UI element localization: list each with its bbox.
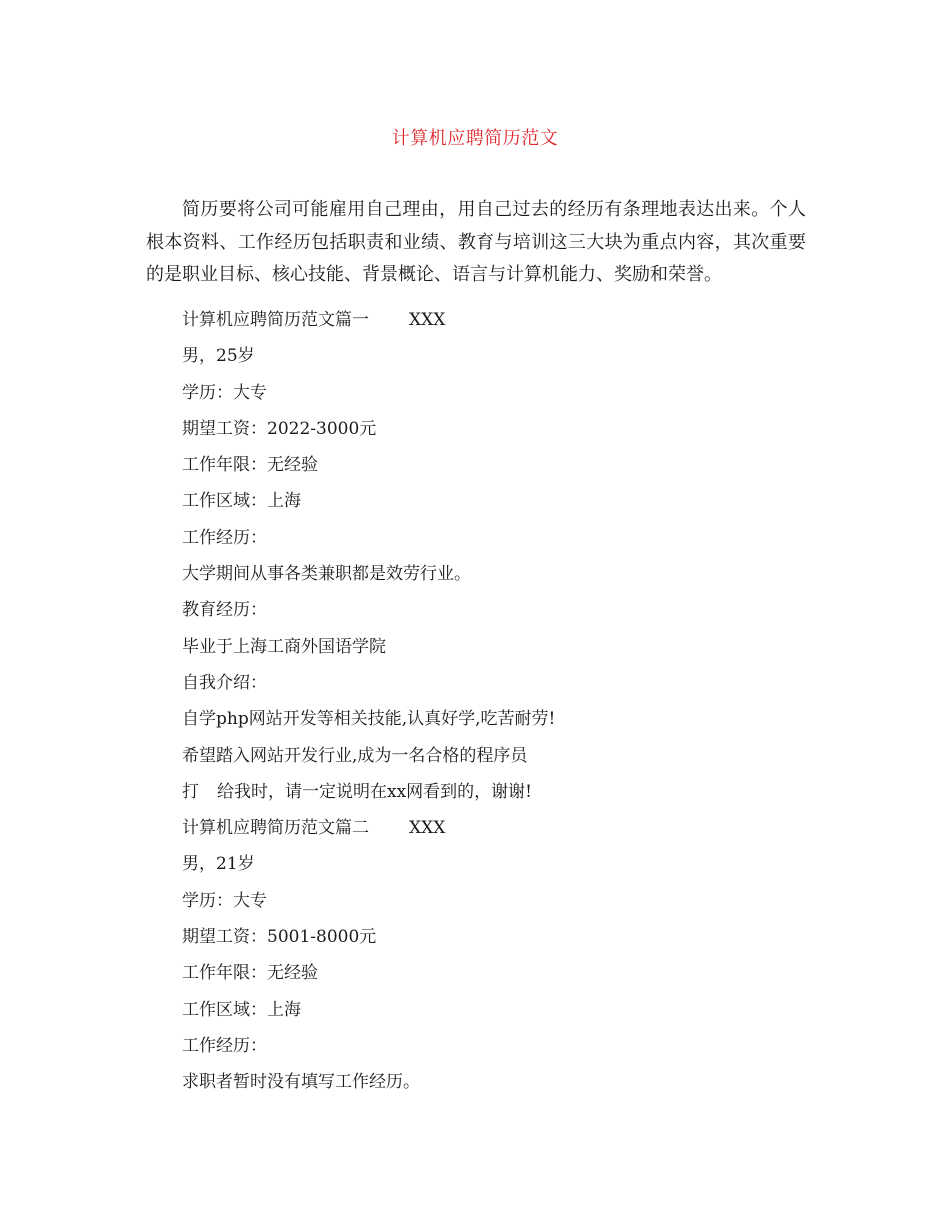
resume2-education: 学历：大专: [182, 890, 267, 911]
resume2-work-label: 工作经历：: [182, 1035, 267, 1056]
resume1-call-b: 给我时，请一定说明在xx网看到的，谢谢!: [217, 781, 533, 802]
document-title: 计算机应聘简历范文: [391, 128, 559, 149]
resume1-years: 工作年限：无经验: [182, 455, 318, 476]
resume1-heading-line: [182, 302, 822, 338]
resume1-work-label: 工作经历：: [182, 527, 267, 548]
resume-content: [182, 302, 822, 1101]
intro-paragraph: 简历要将公司可能雇用自己理由，用自己过去的经历有条理地表达出来。个人根本资料、工作经历包括职责和业绩、教育与培训这三大块为重点内容，其次重要的是职业目标、核心技能、背景概论、语言与计算机能力、奖励和荣誉。: [146, 199, 806, 285]
resume1-education: 学历：大专: [182, 382, 267, 403]
resume1-work: 大学期间从事各类兼职都是效劳行业。: [182, 564, 471, 585]
resume2-gender-age: 男，21岁: [182, 854, 255, 875]
resume2-years: 工作年限：无经验: [182, 963, 318, 984]
resume1-self1: 自学php网站开发等相关技能,认真好学,吃苦耐劳!: [182, 709, 556, 730]
resume2-work: 求职者暂时没有填写工作经历。: [182, 1072, 420, 1093]
resume1-self-label: 自我介绍：: [182, 672, 267, 693]
resume2-heading-line: [182, 810, 822, 846]
resume1-call-line: [182, 774, 822, 810]
resume2-area: 工作区域：上海: [182, 999, 301, 1020]
resume1-edu: 毕业于上海工商外国语学院: [182, 636, 386, 657]
resume2-salary: 期望工资：5001-8000元: [182, 927, 377, 948]
resume1-self2: 希望踏入网站开发行业,成为一名合格的程序员: [182, 745, 528, 766]
resume2-heading: 计算机应聘简历范文篇二: [182, 818, 369, 839]
resume1-edu-label: 教育经历：: [182, 600, 267, 621]
resume1-name: XXX: [409, 310, 446, 330]
resume2-name: XXX: [409, 818, 446, 839]
resume1-call-a: 打: [182, 781, 199, 802]
resume1-heading: 计算机应聘简历范文篇一: [182, 310, 369, 330]
resume1-area: 工作区域：上海: [182, 491, 301, 512]
resume1-gender-age: 男，25岁: [182, 346, 255, 367]
resume1-salary: 期望工资：2022-3000元: [182, 418, 377, 439]
